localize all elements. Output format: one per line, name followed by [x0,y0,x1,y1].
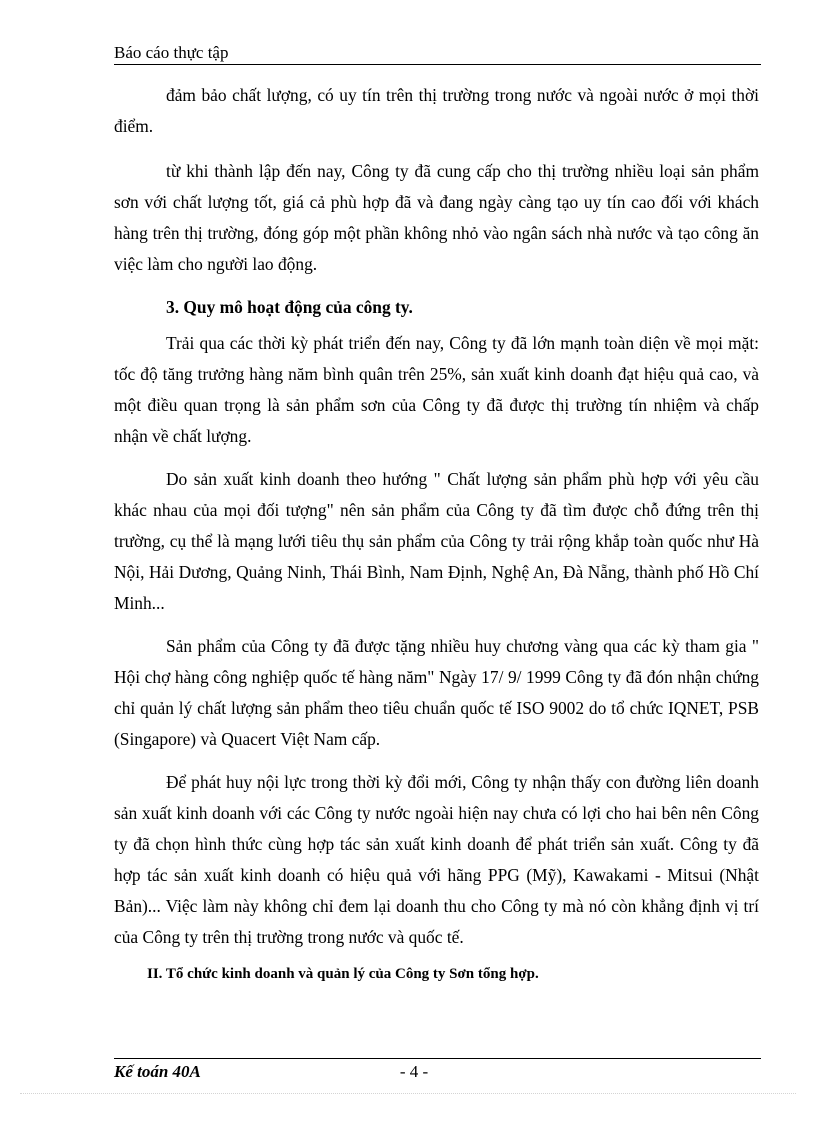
header-title: Báo cáo thực tập [114,43,229,62]
paragraph-awards-iso: Sản phẩm của Công ty đã được tặng nhiều huy chương vàng qua các kỳ tham gia " Hội chợ hàng công nghiệp quốc tế hàng năm" Ngày 17/ 9/ 1999 Công ty đã đón nhận chứng chỉ quản lý chất lượng sản phẩm theo tiêu chuẩn quốc tế ISO 9002 do tổ chức IQNET, PSB (Singapore) và Quacert Việt Nam cấp. [114,636,759,749]
paragraph-company-history: từ khi thành lập đến nay, Công ty đã cung cấp cho thị trường nhiều loại sản phẩm sơn với chất lượng tốt, giá cả phù hợp đã và đang ngày càng tạo uy tín cao đối với khách hàng trên thị trường, đóng góp một phần không nhỏ vào ngân sách nhà nước và tạo công ăn việc làm cho người lao động. [114,161,759,274]
paragraph-market-reach: Do sản xuất kinh doanh theo hướng " Chất lượng sản phẩm phù hợp với yêu cầu khác nhau của mọi đối tượng" nên sản phẩm của Công ty đã tìm được chỗ đứng trên thị trường, cụ thể là mạng lưới tiêu thụ sản phẩm của Công ty trải rộng khắp toàn quốc như Hà Nội, Hải Dương, Quảng Ninh, Thái Bình, Nam Định, Nghệ An, Đà Nẵng, thành phố Hồ Chí Minh... [114,469,759,613]
paragraph-continuation: đảm bảo chất lượng, có uy tín trên thị trường trong nước và ngoài nước ở mọi thời điểm. [114,85,759,136]
paragraph-cooperation: Để phát huy nội lực trong thời kỳ đổi mới, Công ty nhận thấy con đường liên doanh sản xuất kinh doanh với các Công ty nước ngoài hiện nay chưa có lợi cho hai bên nên Công ty đã chọn hình thức cùng hợp tác sản xuất kinh doanh để phát triển sản xuất. Công ty đã hợp tác sản xuất kinh doanh có hiệu quả với hãng PPG (Mỹ), Kawakami - Mitsui (Nhật Bản)... Việc làm này không chỉ đem lại doanh thu cho Công ty mà nó còn khẳng định vị trí của Công ty trên thị trường trong nước và quốc tế. [114,772,759,947]
section-3-heading: 3. Quy mô hoạt động của công ty. [166,297,413,317]
page-header [114,42,761,65]
footer-divider [114,1058,761,1059]
document-body [114,80,759,985]
page-number: - 4 - [399,1062,429,1081]
page-bottom-edge [20,1093,796,1094]
footer-course-label: Kế toán 40A [114,1062,201,1081]
paragraph-growth: Trải qua các thời kỳ phát triển đến nay, Công ty đã lớn mạnh toàn diện về mọi mặt: tốc độ tăng trưởng hàng năm bình quân trên 25%, sản xuất kinh doanh đạt hiệu quả cao, và một điều quan trọng là sản phẩm sơn của Công ty đã được thị trường tín nhiệm và chấp nhận về chất lượng. [114,333,759,446]
section-II-heading: II. Tổ chức kinh doanh và quản lý của Công ty Sơn tổng hợp. [147,966,539,982]
